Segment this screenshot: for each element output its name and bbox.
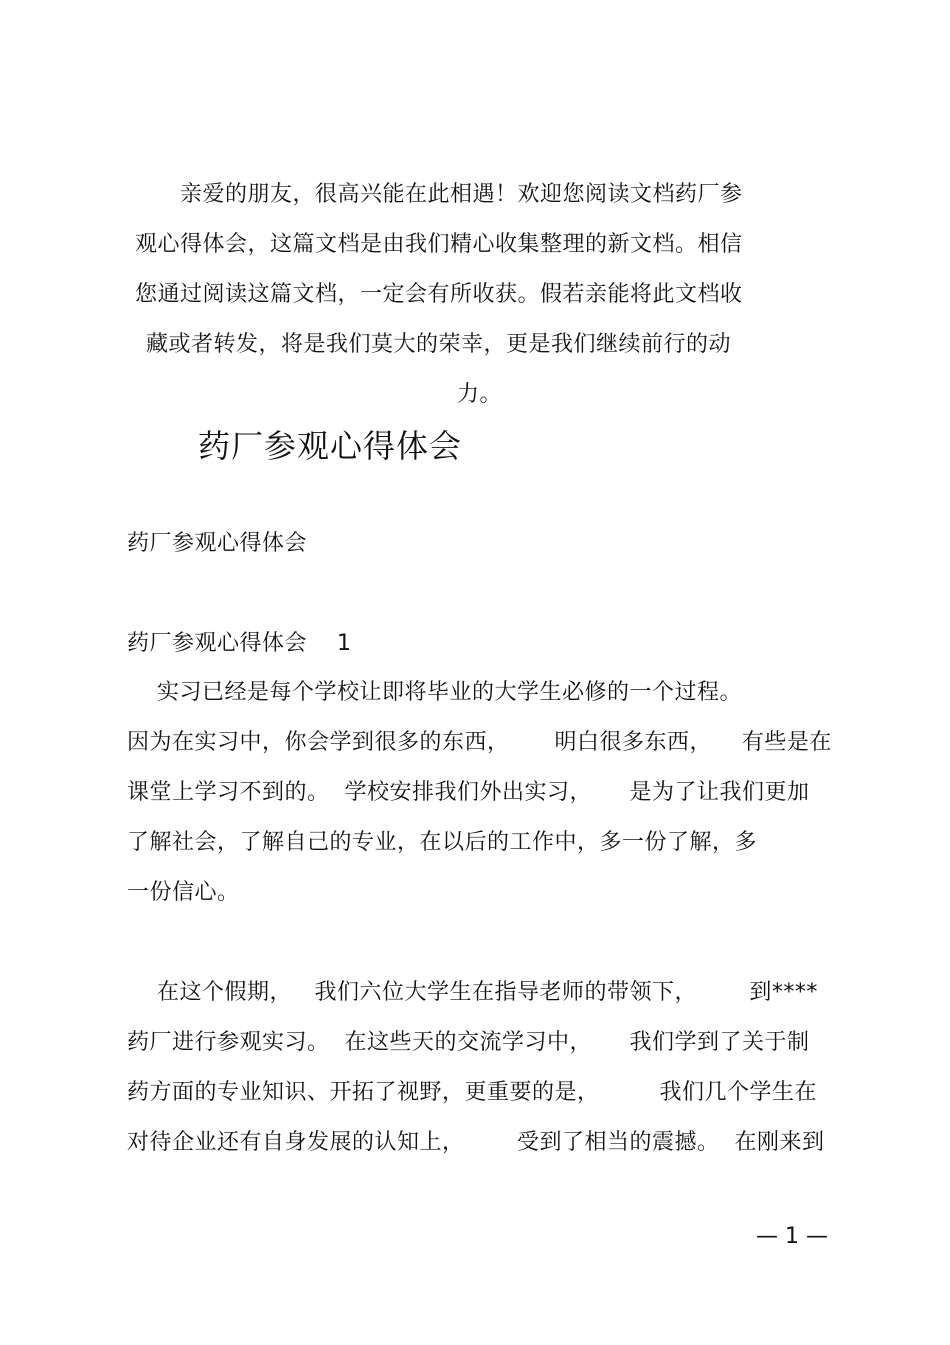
page-number: — 1 — bbox=[756, 1224, 828, 1249]
paragraph2-line-3: 药方面的专业知识、开拓了视野，更重要的是， 我们几个学生在 bbox=[127, 1080, 817, 1105]
section-heading: 药厂参观心得体会 1 bbox=[127, 631, 352, 656]
intro-line-3: 您通过阅读这篇文档，一定会有所收获。假若亲能将此文档收 bbox=[135, 282, 743, 307]
paragraph1-line-4: 了解社会，了解自己的专业，在以后的工作中，多一份了解，多 bbox=[127, 830, 758, 855]
intro-line-1: 亲爱的朋友，很高兴能在此相遇！欢迎您阅读文档药厂参 bbox=[180, 182, 743, 207]
intro-line-2: 观心得体会，这篇文档是由我们精心收集整理的新文档。相信 bbox=[135, 232, 743, 257]
document-title: 药厂参观心得体会 bbox=[198, 427, 463, 465]
paragraph2-line-2: 药厂进行参观实习。 在这些天的交流学习中， 我们学到了关于制 bbox=[127, 1030, 810, 1055]
paragraph1-line-2: 因为在实习中，你会学到很多的东西， 明白很多东西， 有些是在 bbox=[127, 730, 832, 755]
document-subtitle: 药厂参观心得体会 bbox=[127, 531, 308, 556]
paragraph1-line-3: 课堂上学习不到的。 学校安排我们外出实习， 是为了让我们更加 bbox=[127, 780, 810, 805]
intro-line-4: 藏或者转发，将是我们莫大的荣幸，更是我们继续前行的动 bbox=[146, 332, 732, 357]
intro-line-5: 力。 bbox=[457, 382, 503, 407]
paragraph1-line-1: 实习已经是每个学校让即将毕业的大学生必修的一个过程。 bbox=[127, 680, 742, 705]
paragraph1-line-5: 一份信心。 bbox=[127, 880, 240, 905]
paragraph2-line-4: 对待企业还有自身发展的认知上， 受到了相当的震撼。 在刚来到 bbox=[127, 1130, 825, 1155]
paragraph2-line-1: 在这个假期， 我们六位大学生在指导老师的带领下， 到**** bbox=[127, 980, 818, 1005]
